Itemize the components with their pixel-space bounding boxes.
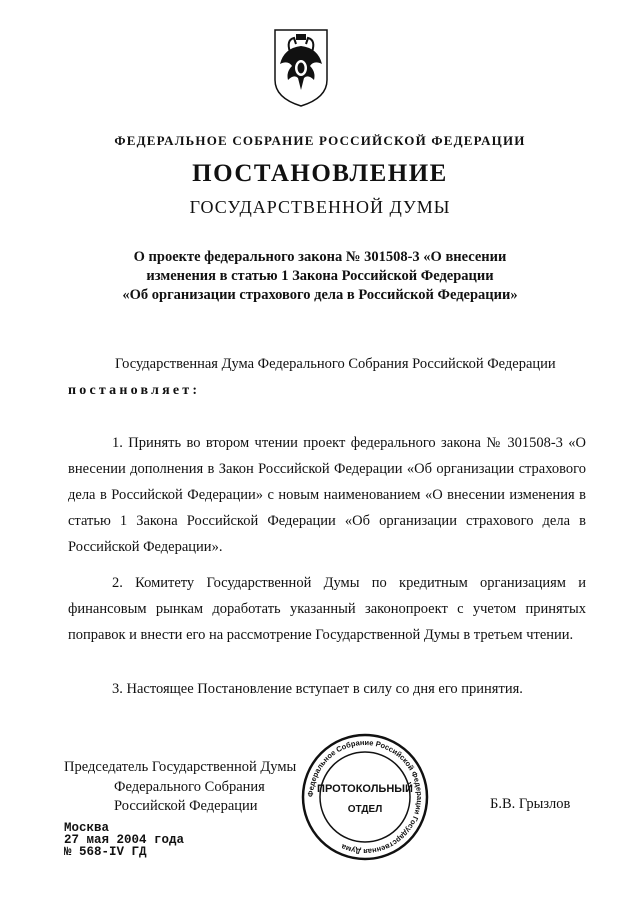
footer-number: № 568-IV ГД: [64, 845, 147, 859]
footer-date: 27 мая 2004 года: [64, 833, 185, 847]
subject-line: «Об организации страхового дела в Российской Федерации»: [122, 287, 518, 303]
document-footer: [64, 822, 184, 858]
resolution-subject: [60, 248, 580, 305]
clause-2: 2. Комитету Государственной Думы по кредитным организациям и финансовым рынкам доработать указанный законопроект с учетом принятых поправок и внести его на рассмотрение Государственной Думы в третьем чтении.: [68, 575, 586, 643]
clause-1: 1. Принять во втором чтении проект федерального закона № 301508-3 «О внесении дополнения в Закон Российской Федерации «Об организации страхового дела в Российской Федерации» с новым наименованием «О внесении изменения в статью 1 Закона Российской Федерации «Об организации страхового дела в Российской Федерации».: [68, 435, 586, 555]
document-subtitle: ГОСУДАРСТВЕННОЙ ДУМЫ: [189, 197, 451, 217]
signatory-name: Б.В. Грызлов: [490, 796, 571, 812]
official-seal-icon: [300, 732, 430, 862]
document-title: ПОСТАНОВЛЕНИЕ: [192, 160, 448, 187]
decrees-word: постановляет:: [68, 383, 201, 398]
svg-text:Федеральное Собрание Российско: [306, 738, 424, 856]
seal-center-bottom: ОТДЕЛ: [347, 804, 383, 815]
parliament-name: ФЕДЕРАЛЬНОЕ СОБРАНИЕ РОССИЙСКОЙ ФЕДЕРАЦИИ: [114, 133, 526, 148]
clause-3: 3. Настоящее Постановление вступает в силу со дня его принятия.: [112, 681, 523, 697]
signatory-title: [64, 758, 296, 817]
seal-center-top: ПРОТОКОЛЬНЫЙ: [317, 783, 413, 795]
signatory-title-line: Председатель Государственной Думы: [64, 759, 297, 775]
coat-of-arms-icon: [272, 28, 330, 108]
preamble: Государственная Дума Федерального Собрания Российской Федерации: [115, 356, 556, 372]
footer-place: Москва: [64, 821, 110, 835]
signatory-title-line: Федерального Собрания: [114, 778, 265, 795]
subject-line: О проекте федерального закона № 301508-3 «О внесении: [133, 249, 507, 265]
signatory-title-line: Российской Федерации: [114, 798, 258, 814]
seal-ring-text: Федеральное Собрание Российской Федерации Государственная Дума: [305, 737, 425, 857]
subject-line: изменения в статью 1 Закона Российской Федерации: [146, 268, 494, 284]
